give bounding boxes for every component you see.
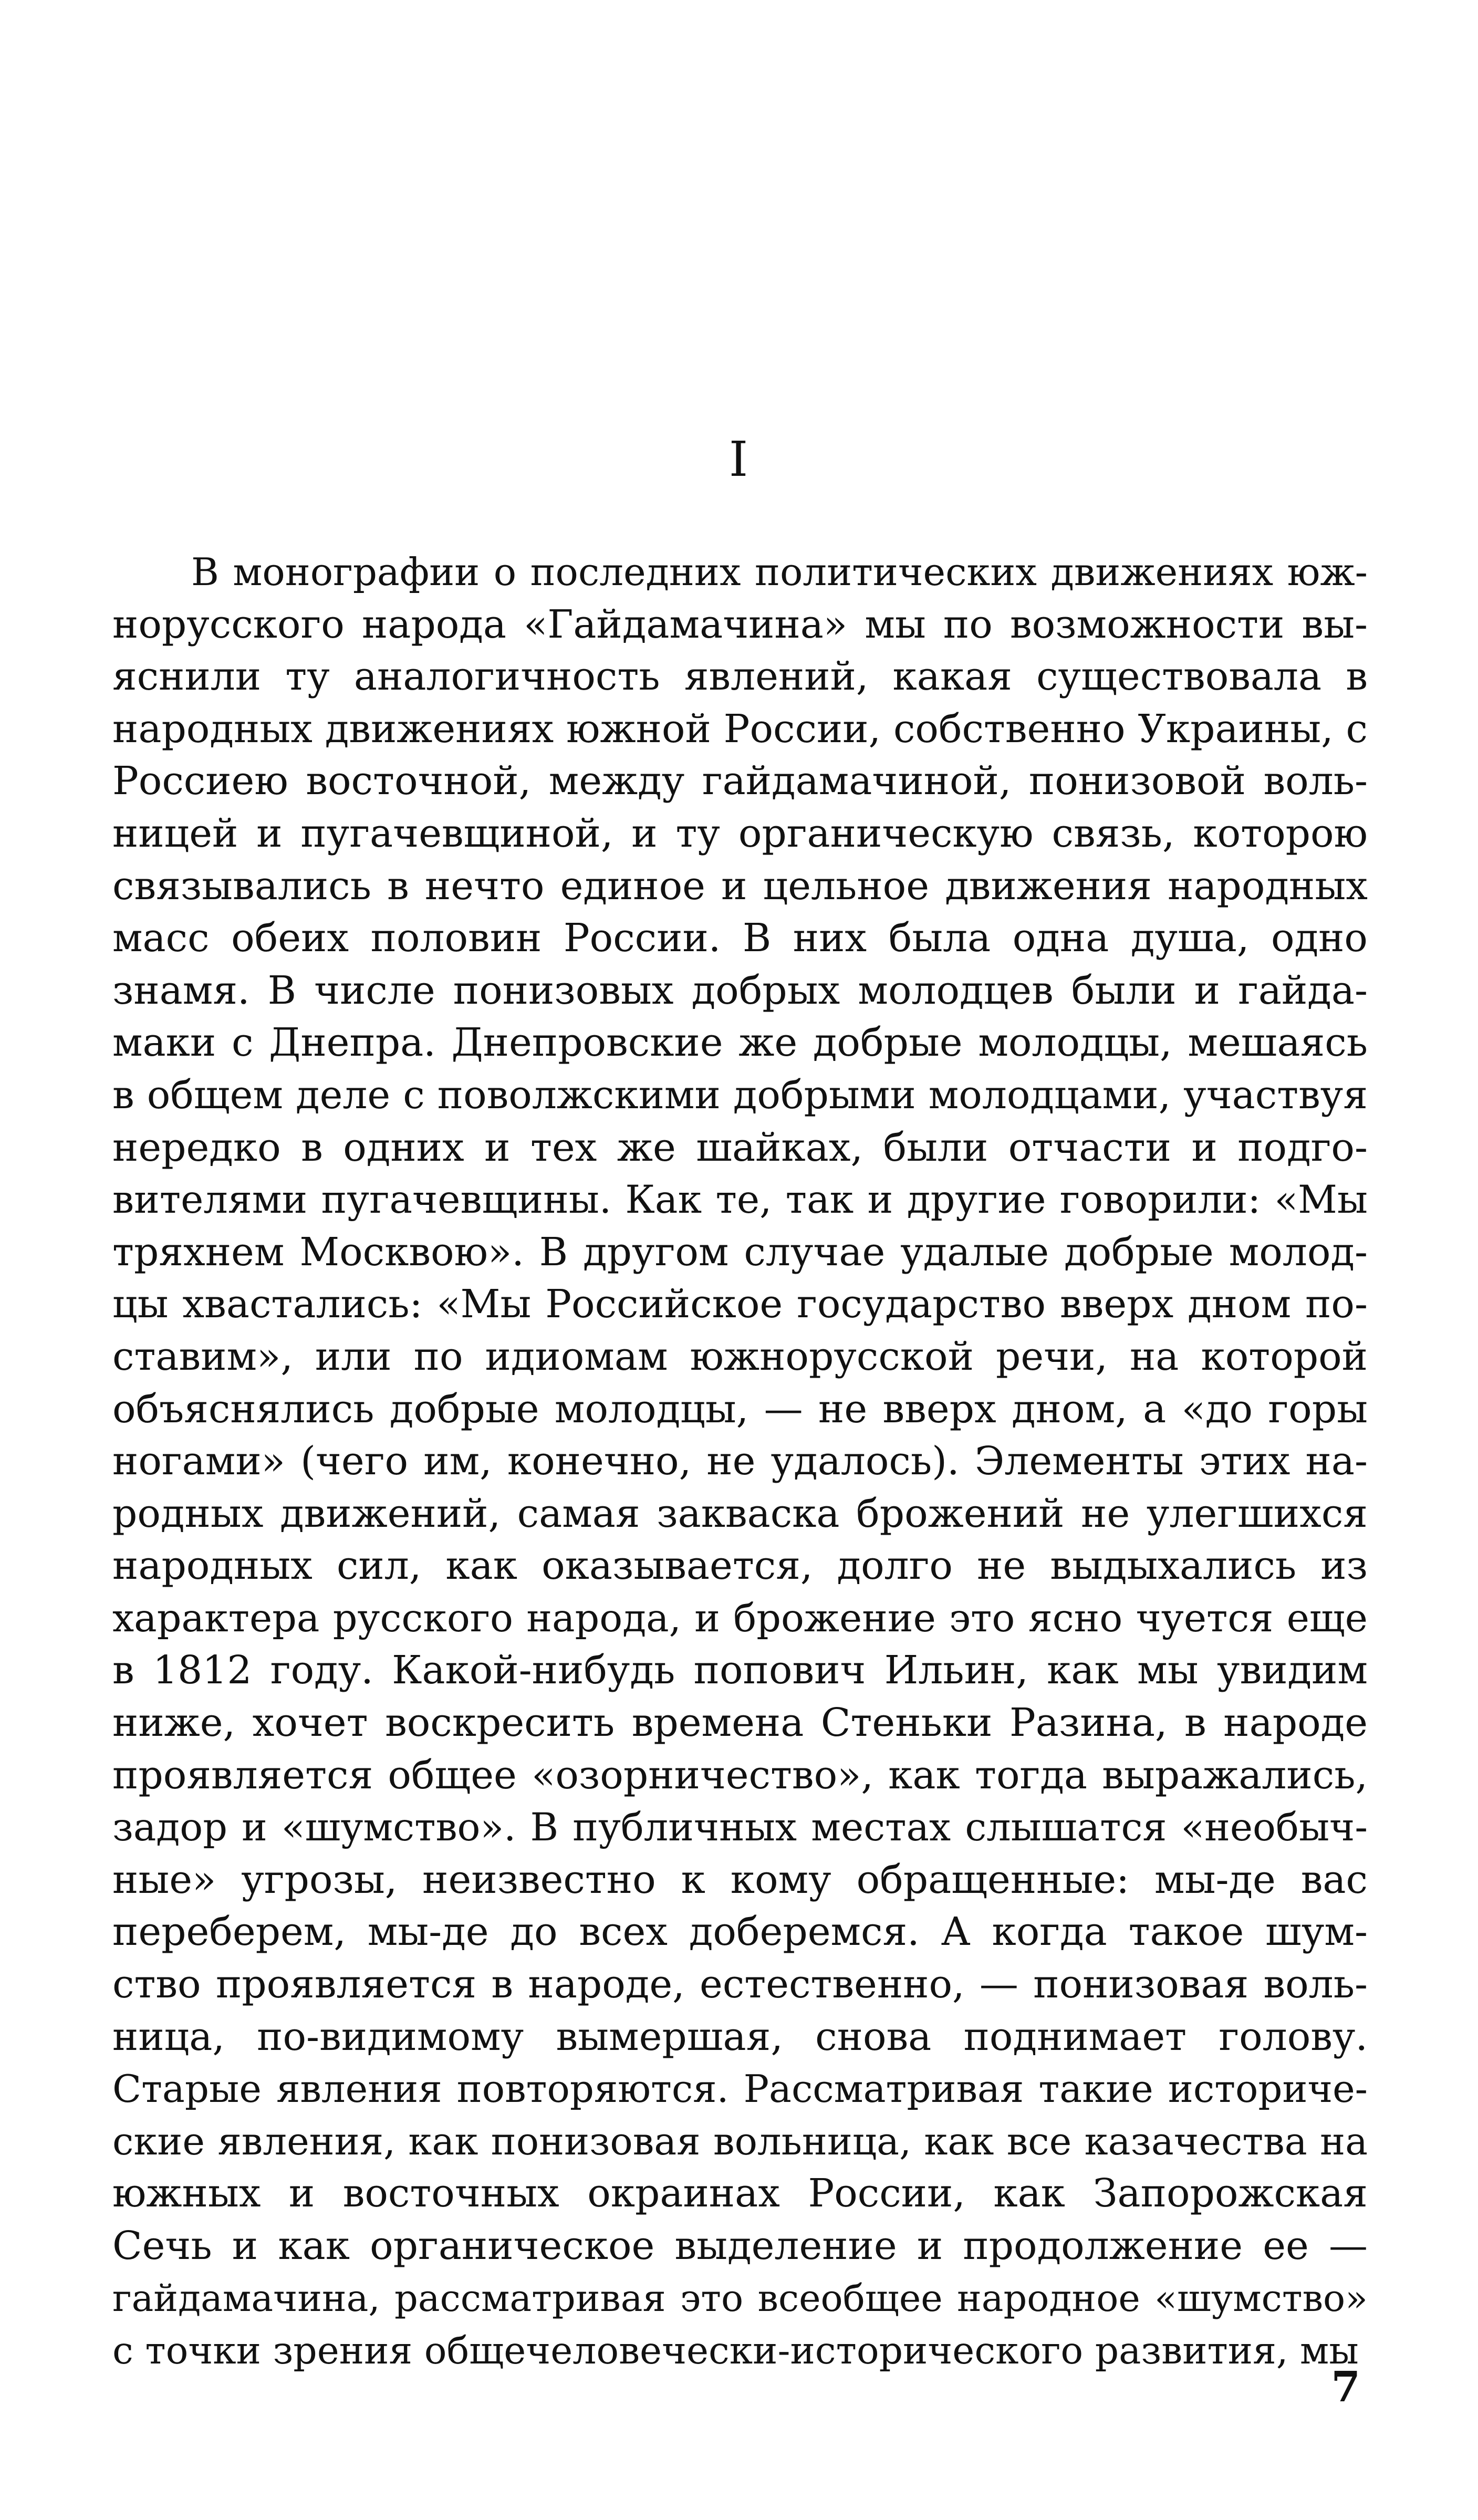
text-line: южных и восточных окраинах России, как Запорожская: [112, 2171, 1368, 2216]
text-line: ство проявляется в народе, естественно, — понизовая воль-: [112, 1962, 1368, 2007]
text-line: В монографии о последних политических движениях юж-: [191, 550, 1368, 594]
text-line: норусского народа «Гайдамачина» мы по возможности вы-: [112, 601, 1368, 647]
text-line: объяснялись добрые молодцы, — не вверх дном, а «до горы: [112, 1386, 1368, 1432]
text-line: с точки зрения общечеловечески-исторического развития, мы: [112, 2329, 1359, 2373]
text-line: характера русского народа, и брожение это ясно чуется еще: [112, 1596, 1368, 1641]
chapter-heading: I: [728, 431, 750, 487]
text-line: Сечь и как органическое выделение и продолжение ее —: [112, 2223, 1368, 2268]
text-line: ские явления, как понизовая вольница, как все казачества на: [112, 2119, 1368, 2163]
text-line: знамя. В числе понизовых добрых молодцев были и гайда-: [112, 967, 1368, 1013]
text-line: маки с Днепра. Днепровские же добрые молодцы, мешаясь: [112, 1020, 1368, 1066]
text-line: тряхнем Москвою». В другом случае удалые добрые молод-: [112, 1229, 1368, 1275]
text-line: в общем деле с поволжскими добрыми молодцами, участвуя: [112, 1072, 1368, 1118]
body-paragraph: [112, 546, 1368, 2377]
text-line: вителями пугачевщины. Как те, так и другие говорили: «Мы: [112, 1178, 1368, 1223]
text-line: цы хвастались: «Мы Российское государство вверх дном по-: [112, 1282, 1368, 1327]
text-line: проявляется общее «озорничество», как тогда выражались,: [112, 1752, 1368, 1798]
text-line: родных движений, самая закваска брожений не улегшихся: [112, 1491, 1368, 1536]
text-line: Старые явления повторяются. Рассматривая такие историче-: [112, 2067, 1368, 2111]
text-line: ниже, хочет воскресить времена Стеньки Разина, в народе: [112, 1700, 1368, 1746]
text-line: задор и «шумство». В публичных местах слышатся «необыч-: [112, 1805, 1368, 1850]
text-line: ставим», или по идиомам южнорусской речи, на которой: [112, 1334, 1368, 1379]
text-line: ница, по-видимому вымершая, снова поднимает голову.: [112, 2014, 1368, 2059]
page-number: 7: [1331, 2362, 1360, 2411]
text-line: народных сил, как оказывается, долго не выдыхались из: [112, 1543, 1368, 1589]
text-line: гайдамачина, рассматривая это всеобщее народное «шумство»: [112, 2276, 1368, 2320]
text-line: переберем, мы-де до всех доберемся. А когда такое шум-: [112, 1909, 1368, 1955]
text-line: в 1812 году. Какой-нибудь попович Ильин, как мы увидим: [112, 1648, 1368, 1693]
text-line: масс обеих половин России. В них была одна душа, одно: [112, 915, 1368, 961]
text-line: ницей и пугачевщиной, и ту органическую связь, которою: [112, 810, 1368, 856]
text-line: связывались в нечто единое и цельное движения народных: [112, 863, 1368, 909]
text-line: народных движениях южной России, собственно Украины, с: [112, 706, 1368, 752]
text-line: ные» угрозы, неизвестно к кому обращенные: мы-де вас: [112, 1857, 1368, 1902]
text-line: нередко в одних и тех же шайках, были отчасти и подго-: [112, 1124, 1368, 1170]
text-line: ногами» (чего им, конечно, не удалось). Элементы этих на-: [112, 1439, 1368, 1484]
text-line: Россиею восточной, между гайдамачиной, понизовой воль-: [112, 758, 1368, 804]
text-line: яснили ту аналогичность явлений, какая существовала в: [112, 654, 1368, 700]
